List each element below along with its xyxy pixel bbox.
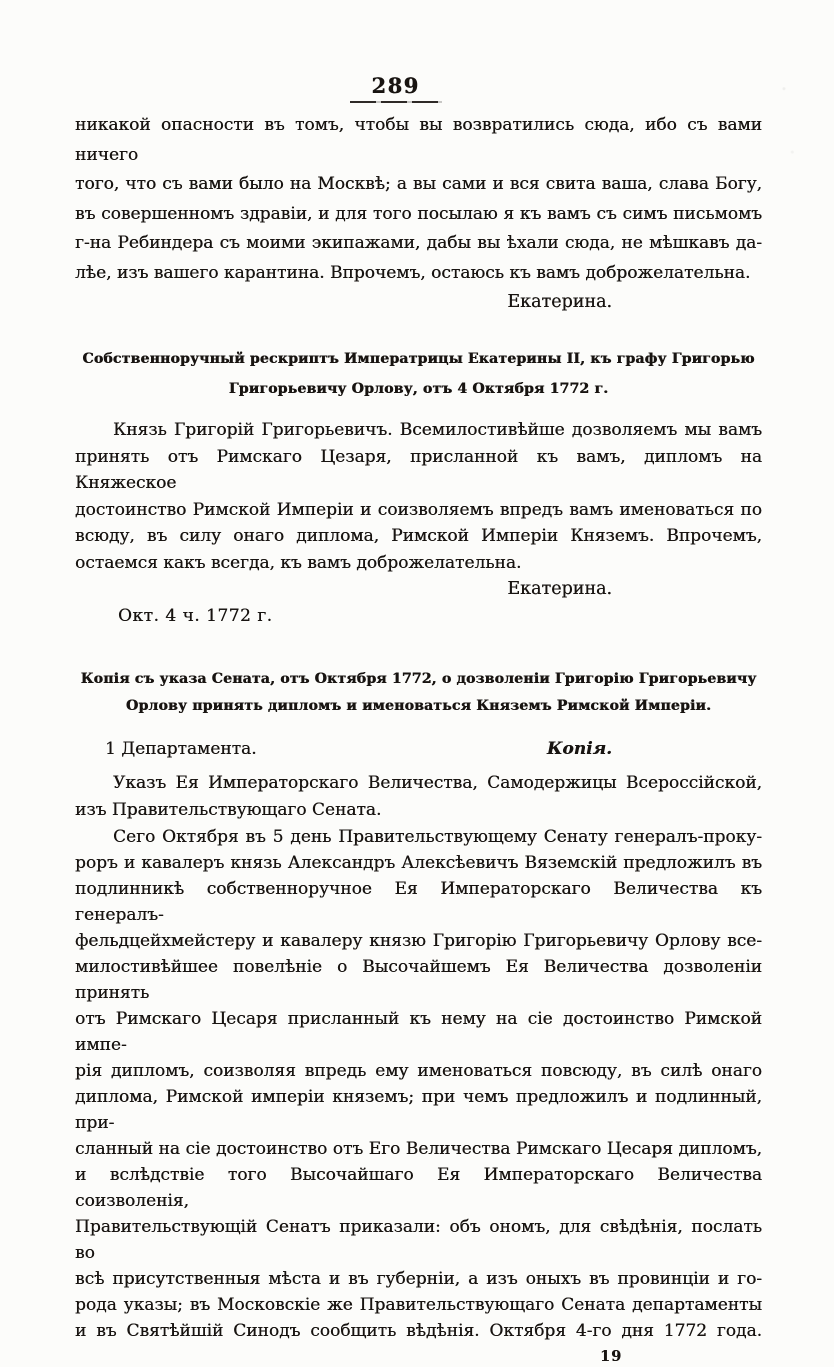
ukaz-intro-line: Указъ Ея Императорскаго Величества, Самодержицы Всероссійской, <box>113 773 762 793</box>
ukaz-line: всѣ присутственныя мѣста и въ губерніи, а изъ оныхъ въ провинціи и го- <box>75 1269 762 1289</box>
ukaz-line: Правительствующій Сенатъ приказали: объ ономъ, для свѣдѣнія, послать во <box>75 1217 762 1263</box>
rescript-line: принять отъ Римскаго Цезаря, присланной къ вамъ, дипломъ на Княжеское <box>75 446 762 493</box>
ukaz-body-paragraph <box>75 824 762 1344</box>
letter-line: въ совершенномъ здравіи, и для того посылаю я къ вамъ съ симъ письмомъ <box>75 203 762 224</box>
letter-line: г-на Ребиндера съ моими экипажами, дабы вы ѣхали сюда, не мѣшкавъ да- <box>75 233 762 253</box>
ukaz-line: рія дипломъ, соизволяя впредь ему именоваться повсюду, въ силѣ онаго <box>75 1061 762 1081</box>
rescript-line: Князь Григорій Григорьевичъ. Всемилостивѣйше дозволяемъ мы вамъ <box>113 420 762 440</box>
letter-signature: Екатерина. <box>507 292 612 312</box>
page-header <box>52 73 739 103</box>
rescript-date: Окт. 4 ч. 1772 г. <box>118 606 273 626</box>
ukaz-line: и вслѣдствіе того Высочайшаго Ея Императорскаго Величества соизволенія, <box>75 1165 762 1211</box>
letter-paragraph <box>75 111 762 288</box>
ukaz-intro-paragraph <box>75 770 762 824</box>
rescript-heading <box>75 344 762 404</box>
letter-line: лѣе, изъ вашего карантина. Впрочемъ, остаюсь къ вамъ доброжелательна. <box>75 262 751 283</box>
letter-line: того, что съ вами было на Москвѣ; а вы сами и вся свита ваша, слава Богу, <box>75 174 762 194</box>
ukaz-line: Сего Октября въ 5 день Правительствующему Сенату генералъ-проку- <box>113 827 762 847</box>
ukaz-heading-line: Орлову принять дипломъ и именоваться Княземъ Римской Имперіи. <box>125 698 712 714</box>
ukaz-line: и въ Святѣйшій Синодъ сообщить вѣдѣнія. Октября 4-го дня 1772 года. <box>75 1321 762 1341</box>
copy-label: Копія. <box>546 739 612 759</box>
printers-signature-mark: 19 <box>600 1348 623 1365</box>
ukaz-line: диплома, Римской имперіи княземъ; при чемъ предложилъ и подлинный, при- <box>75 1087 762 1133</box>
ukaz-line: подлинникѣ собственноручное Ея Императорскаго Величества къ генералъ- <box>75 879 762 925</box>
rescript-heading-line: Григорьевичу Орлову, отъ 4 Октября 1772 г. <box>228 381 609 397</box>
department-row <box>75 736 762 763</box>
page-number-rule <box>350 101 442 103</box>
ukaz-line: сланный на сіе достоинство отъ Его Величества Римскаго Цесаря дипломъ, <box>75 1139 762 1159</box>
rescript-heading-line: Собственноручный рескриптъ Императрицы Екатерины II, къ графу Григорью <box>82 351 755 367</box>
ukaz-heading <box>75 666 762 720</box>
rescript-line: достоинство Римской Имперіи и соизволяемъ впредъ вамъ именоваться по <box>75 499 762 520</box>
rescript-line: всюду, въ силу онаго диплома, Римской Имперіи Княземъ. Впрочемъ, <box>75 526 762 546</box>
ukaz-line: фельдцейхмейстеру и кавалеру князю Григорію Григорьевичу Орлову все- <box>75 931 762 951</box>
department-label: 1 Департамента. <box>105 739 257 759</box>
ukaz-heading-line: Копія съ указа Сената, отъ Октября 1772, о дозволеніи Григорію Григорьевичу <box>80 671 757 687</box>
rescript-line: остаемся какъ всегда, къ вамъ доброжелательна. <box>75 552 522 573</box>
ukaz-line: рода указы; въ Московскіе же Правительствующаго Сената департаменты <box>75 1295 762 1315</box>
rescript-paragraph <box>75 417 762 576</box>
ukaz-line: отъ Римскаго Цесаря присланный къ нему на сіе достоинство Римской импе- <box>75 1009 762 1055</box>
ukaz-line: роръ и кавалеръ князь Александръ Алексѣевичъ Вяземскій предложилъ въ <box>75 853 762 873</box>
ukaz-line: милостивѣйшее повелѣніе о Высочайшемъ Ея Величества дозволеніи принять <box>75 957 762 1003</box>
text-column <box>75 73 762 1367</box>
rescript-signature: Екатерина. <box>507 579 612 599</box>
page-number: 289 <box>371 73 420 98</box>
ukaz-intro-line: изъ Правительствующаго Сената. <box>75 800 382 820</box>
letter-line: никакой опасности въ томъ, чтобы вы возвратились сюда, ибо съ вами ничего <box>75 115 762 165</box>
